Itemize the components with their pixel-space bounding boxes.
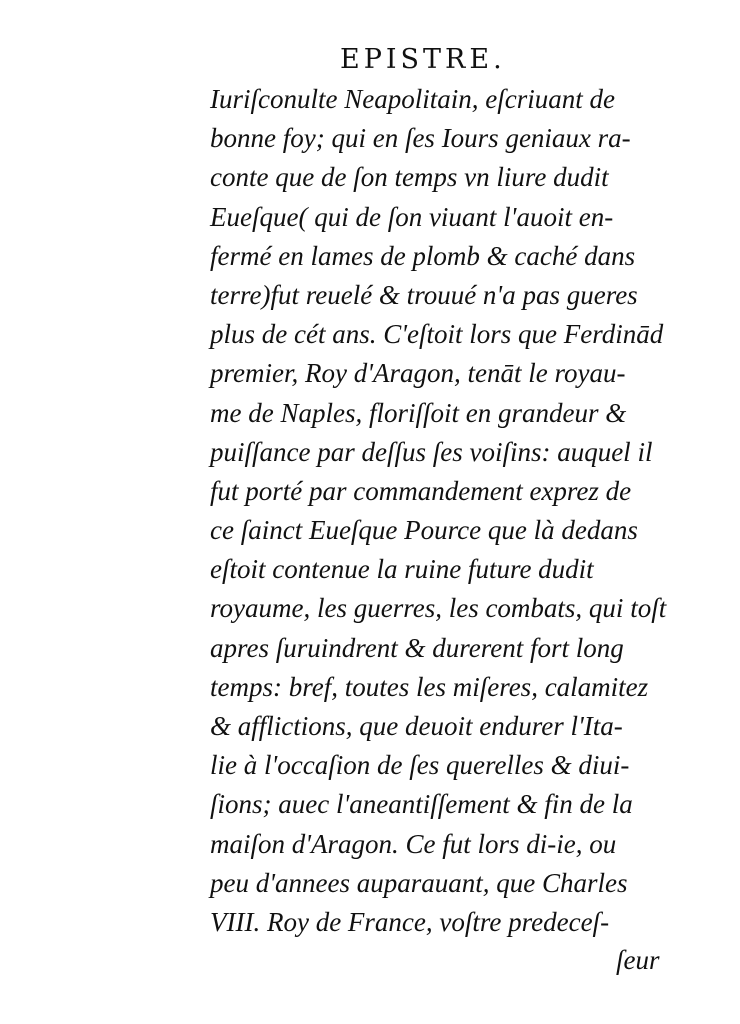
text-line: temps: bref, toutes les miſeres, calamitez xyxy=(210,671,649,702)
text-line: maiſon d'Aragon. Ce fut lors di-ie, ou xyxy=(210,828,617,859)
text-line: apres ſuruindrent & durerent fort long xyxy=(210,632,624,663)
text-line: lie à l'occaſion de ſes querelles & diui- xyxy=(210,750,630,781)
text-line: ce ſainct Eueſque Pource que là dedans xyxy=(210,515,638,546)
text-line: premier, Roy d'Aragon, tenāt le royau- xyxy=(210,358,626,389)
text-line: bonne foy; qui en ſes Iours geniaux ra- xyxy=(210,123,631,154)
text-line: puiſſance par deſſus ſes voiſins: auquel il xyxy=(210,436,653,467)
text-line: VIII. Roy de France, voſtre predeceſ- xyxy=(210,906,610,937)
text-line: fermé en lames de plomb & caché dans xyxy=(210,240,636,271)
text-line: & afflictions, que deuoit endurer l'Ita- xyxy=(210,711,623,741)
text-line: ſions; auec l'aneantiſſement & fin de la xyxy=(210,789,633,820)
text-line: eſtoit contenue la ruine future dudit xyxy=(210,554,594,585)
text-line: royaume, les guerres, les combats, qui toſt xyxy=(210,593,667,624)
text-line: plus de cét ans. C'eſtoit lors que Ferdinād xyxy=(210,319,664,350)
text-line: fut porté par commandement exprez de xyxy=(210,475,632,506)
text-line: conte que de ſon temps vn liure dudit xyxy=(210,162,609,193)
text-line: terre)fut reuelé & trouué n'a pas gueres xyxy=(210,279,638,310)
text-line: me de Naples, floriſſoit en grandeur & xyxy=(210,397,627,428)
text-line: Eueſque( qui de ſon viuant l'auoit en- xyxy=(210,201,614,232)
catchword: ſeur xyxy=(616,945,660,975)
running-head: EPISTRE. xyxy=(340,44,506,75)
text-line: peu d'annees auparauant, que Charles xyxy=(210,867,628,898)
body-text xyxy=(210,80,670,942)
text-line: Iuriſconulte Neapolitain, eſcriuant de xyxy=(210,84,615,114)
